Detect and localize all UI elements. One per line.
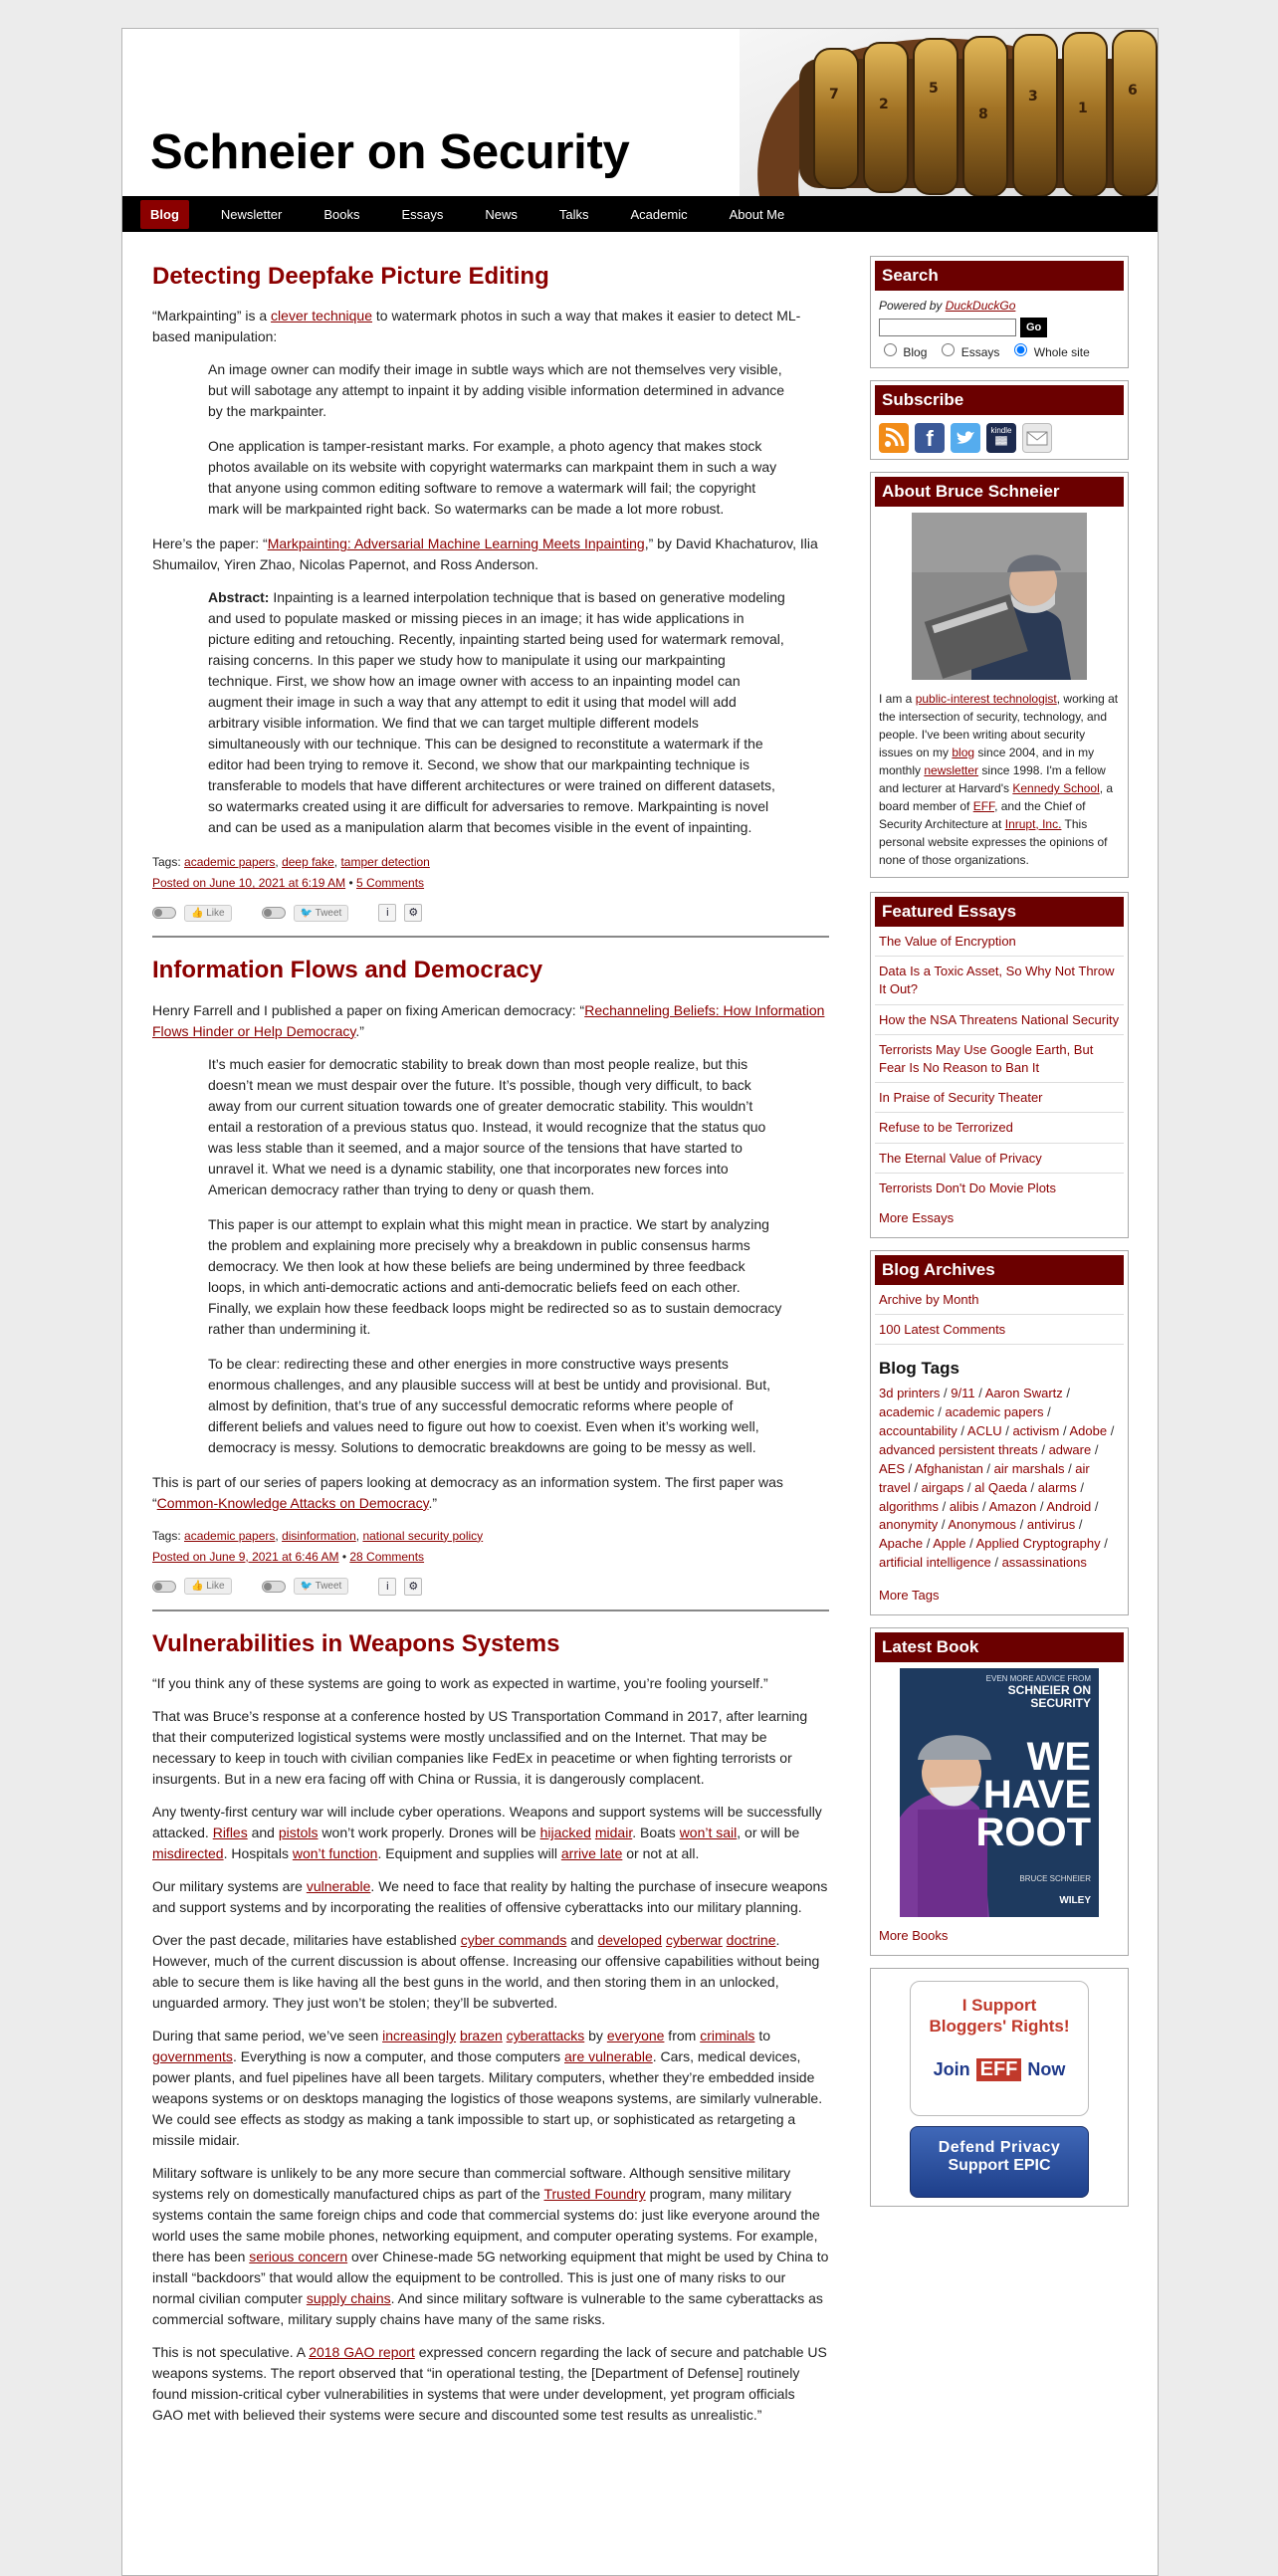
featured-essay-link[interactable]: The Eternal Value of Privacy [875,1150,1124,1174]
eff-logo: EFF [976,2058,1022,2081]
text: Here’s the paper: “ [152,536,268,552]
blog-tags-heading: Blog Tags [879,1359,959,1379]
blog-tag-link[interactable]: air travel [879,1460,1090,1495]
info-icon[interactable]: i [378,904,396,922]
inline-link[interactable]: misdirected [152,1845,224,1862]
tag-separator: / [910,1479,922,1495]
tweet-toggle[interactable] [262,907,286,919]
tag-link[interactable]: national security policy [362,1528,484,1543]
tag-separator: / [963,1479,975,1495]
blog-tag-link[interactable]: Apache [879,1536,924,1552]
blog-tag-link[interactable]: alibis [949,1498,979,1514]
sidebar [870,256,1129,2219]
tag-separator: / [1016,1517,1027,1533]
badges-box [870,1968,1129,2207]
inline-link[interactable]: arrive late [560,1845,623,1862]
text: . Everything is now a computer, and those computers [232,2048,564,2065]
like-label: Like [206,907,225,919]
blog-tag-link[interactable]: antivirus [1026,1517,1076,1533]
info-icon[interactable]: i [378,1578,396,1596]
post-meta: Posted on June 9, 2021 at 6:46 AM • 28 Comments [152,1549,425,1564]
abstract-blockquote [208,587,785,838]
inline-link[interactable]: won’t function [292,1845,378,1862]
epic-line2: Support EPIC [948,2157,1051,2175]
text: Any twenty-first century war will include cyber operations. Weapons and support systems will be successfully attacked. [152,1804,822,1841]
search-row [875,315,1124,340]
inline-link[interactable]: blog [952,746,975,759]
more-essays-link[interactable]: More Essays [879,1209,955,1225]
tweet-button[interactable]: 🐦 Tweet [294,1578,349,1595]
featured-title: Featured Essays [875,897,1124,927]
text: program, many military systems contain the same foreign chips and code that commercial systems do: just like everyone around the world uses the same mobile phones, networking equipment, and computer operating systems. For example, there has been [152,2186,820,2265]
tweet-label: Tweet [315,907,342,919]
blog-tag-link[interactable]: Amazon [988,1498,1037,1514]
blog-tag-link[interactable]: academic [879,1404,935,1420]
inline-link[interactable]: serious concern [249,2249,348,2265]
inline-link[interactable]: Trusted Foundry [543,2186,646,2203]
tag-separator: / [957,1423,967,1439]
text: , and the Chief of Security Architecture at [879,799,1086,831]
cover-tagline: EVEN MORE ADVICE FROM [985,1674,1091,1684]
blog-tag-link[interactable]: Adobe [1069,1423,1108,1439]
nav-books[interactable]: Books [323,206,360,222]
quote-paragraph: To be clear: redirecting these and other energies in more constructive ways presents enormous challenges, and any plausible success will at best be untidy and provisional. But, almost by definition, that’s true of any successful democratic reforms where people of different beliefs and values need to figure out how to coexist. Even when it’s working well, democracy is messy. Solutions to democratic breakdowns are going to be messy as well. [208,1355,770,1455]
archives-title: Blog Archives [875,1255,1124,1285]
inline-link[interactable]: hijacked [539,1825,591,1841]
twitter-icon[interactable] [951,423,980,453]
kindle-icon[interactable]: kindle ▓▓ [986,423,1016,453]
text: .” [428,1494,438,1511]
inline-link[interactable]: Kennedy School [1012,781,1100,795]
blog-tag-link[interactable]: Apple [933,1536,966,1552]
svg-text:2: 2 [879,97,889,112]
tag-separator: / [1076,1479,1084,1495]
text: expressed concern regarding the lack of secure and patchable US weapons systems. The report observed that “in operational testing, the [Department of Defense] routinely found mission-critical cyber vulnerabilities in systems that were under development, yet program officials GAO met with believed their systems were secure and discounted some test results as unrealistic.” [152,2344,827,2424]
comments-link[interactable]: 28 Comments [349,1549,425,1564]
posted-date-link[interactable]: Posted on June 10, 2021 at 6:19 AM [152,876,346,891]
author-photo [912,513,1087,680]
blog-tag-link[interactable]: academic papers [945,1404,1044,1420]
eff-badge-line1: I Support [961,1996,1037,2016]
post-title[interactable]: Detecting Deepfake Picture Editing [152,263,549,290]
tag-separator: / [982,1460,994,1476]
tag-separator: / [1107,1423,1115,1439]
blog-tag-link[interactable]: adware [1048,1441,1092,1457]
share-bar [152,1578,829,1596]
featured-essay-link[interactable]: How the NSA Threatens National Security [875,1011,1124,1035]
text: Henry Farrell and I published a paper on fixing American democracy: “ [152,1001,585,1018]
blog-tag-link[interactable]: ACLU [966,1423,1002,1439]
epic-line1: Defend Privacy [938,2139,1061,2157]
posted-date-link[interactable]: Posted on June 9, 2021 at 6:46 AM [152,1549,339,1564]
inline-link[interactable]: everyone [606,2028,665,2044]
text: or not at all. [622,1845,700,1862]
text: . However, much of the current discussion is about offense. Increasing our offensive capabilities without being able to secure them is like having all the best guns in the world, and then storing them in an unlocked, unguarded armory. They just won’t be stolen; they’ll be subverted. [152,1932,820,2012]
text: and [566,1932,598,1949]
blog-tag-link[interactable]: 9/11 [951,1386,975,1401]
text: since 1998. I'm a fellow and lecturer at Harvard's [879,763,1106,795]
inline-link[interactable]: EFF [972,799,995,813]
tag-link[interactable]: deep fake [282,855,334,870]
text: to [754,2028,771,2044]
tag-separator: / [1026,1479,1038,1495]
epic-badge[interactable] [910,2126,1089,2198]
post-paragraph [152,1876,829,1918]
text: Over the past decade, militaries have established [152,1932,461,1949]
search-box [870,256,1129,368]
like-toggle[interactable] [152,1581,176,1593]
abstract-text: Inpainting is a learned interpolation technique that is based on generative modeling and used to populate masked or missing pieces in an image; it has wide applications in picture editing and retouching. Recently, inpainting started being used for watermark removal, raising concerns. In this paper we study how to manipulate it using our markpainting technique. First, we show how an image owner with access to an inpainting model can augment their image in such a way that any attempt to edit it using that model will add arbitrary visible information. We find that we can target multiple different models simultaneously with our technique. This can be designed to reconstitute a watermark if the editor had been trying to remove it. Second, we show that our markpainting technique is transferable to models that have different architectures or were trained on different datasets, so watermarks created using it are difficult for adversaries to remove. Markpainting is novel and can be used as a manipulation alarm that becomes visible in the event of inpainting. [208,589,785,836]
svg-text:6: 6 [1128,83,1138,99]
cover-title-line: WE [1026,1735,1091,1780]
text: by [584,2028,607,2044]
tag-separator: / [1062,1386,1071,1401]
post-paragraph [152,2342,829,2426]
subscribe-title: Subscribe [875,385,1124,415]
tag-separator: / [938,1498,950,1514]
clever-technique-link[interactable]: clever technique [271,308,372,324]
abstract-label: Abstract: [208,589,270,606]
eff-join [911,2058,1088,2081]
latest-book-title: Latest Book [875,1632,1124,1662]
blog-tag-link[interactable]: Android [1046,1498,1092,1514]
latest-book-box [870,1627,1129,1956]
cover-title [975,1735,1091,1855]
cover-title-line: HAVE [982,1773,1091,1818]
blog-tag-link[interactable]: anonymity [879,1517,939,1533]
post [152,958,829,1610]
inline-link[interactable]: midair [594,1825,633,1841]
site-title[interactable]: Schneier on Security [150,125,630,179]
post-divider [152,936,829,938]
eff-badge-line2: Bloggers' Rights! [929,2016,1070,2036]
eff-now-label: Now [1027,2059,1066,2080]
post-divider [152,1610,829,1611]
blog-tag-link[interactable]: al Qaeda [974,1479,1027,1495]
scope-blog[interactable] [879,340,927,361]
text: since 2004, and in my monthly [879,746,1095,777]
quote-paragraph: It’s much easier for democratic stability to break down than most people realize, but this doesn’t mean we must despair over the future. It’s possible, though very difficult, to back away from our current situation towards one of greater democratic stability. This wouldn’t entail a restoration of a previous status quo. Instead, it would recognize that the status quo was less stable than it seemed, and a major source of the tensions that have started to unravel it. What we need is a dynamic stability, one that incorporates new forces into American democracy rather than trying to deny or quash them. [208,1055,766,1197]
archive-by-month-link[interactable]: Archive by Month [875,1291,1124,1315]
site-header [122,29,1158,196]
featured-essays-box [870,892,1129,1238]
tag-separator: / [1037,1441,1049,1457]
blog-tag-link[interactable]: Aaron Swartz [984,1386,1063,1401]
inline-link[interactable]: doctrine [726,1932,776,1949]
inline-link[interactable]: vulnerable [306,1878,371,1895]
text: This is part of our series of papers looking at democracy as an information system. The first paper was “ [152,1473,783,1511]
text: from [664,2028,701,2044]
text: . Hospitals [223,1845,293,1862]
featured-essay-link[interactable]: Refuse to be Terrorized [875,1119,1124,1143]
text: . Cars, medical devices, power plants, and fuel pipelines have all been targets. Military computers, whether they’re embedded inside weapons systems or on desktops managing the logistics of those weapons systems, are similarly vulnerable. We could see effects as stodgy as making a tank impossible to start up, or sophisticated as retargeting a missile midair. [152,2048,823,2149]
featured-essay-link[interactable]: Terrorists Don't Do Movie Plots [879,1180,1057,1195]
tag-separator: / [1075,1517,1083,1533]
text: Our military systems are [152,1878,307,1895]
blog-tag-link[interactable]: alarms [1037,1479,1077,1495]
inline-link[interactable]: cyberwar [665,1932,723,1949]
featured-essay-link[interactable]: Data Is a Toxic Asset, So Why Not Throw It Out? [875,963,1124,1004]
blog-tag-link[interactable]: Applied Cryptography [975,1536,1101,1552]
scope-whole-site[interactable] [1009,340,1089,361]
nav-academic[interactable]: Academic [630,206,688,222]
tags-label: Tags: [152,855,185,870]
nav-essays[interactable]: Essays [401,206,444,222]
tags-label: Tags: [152,1528,185,1543]
tag-separator: / [1036,1498,1047,1514]
quote-paragraph: One application is tamper-resistant marks. For example, a photo agency that makes stock photos available on its website with copyright watermarks can markpaint them in such a way that anyone using common editing software to remove a watermark will fail; the copyright mark will be markpainted right back. So watermarks can be made a lot more robust. [208,438,777,518]
inline-link[interactable]: criminals [700,2028,755,2044]
page-container [121,28,1159,2576]
blog-tag-link[interactable]: Anonymous [948,1517,1017,1533]
text: , a board member of [879,781,1114,813]
tag-link[interactable]: tamper detection [340,855,430,870]
text: This is not speculative. A [152,2344,310,2361]
svg-text:1: 1 [1078,101,1088,116]
inline-link[interactable]: won’t sail [679,1825,738,1841]
scope-essays[interactable] [937,340,999,361]
eff-join-label: Join [933,2059,970,2080]
text: to watermark photos in such a way that makes it easier to detect ML-based manipulation: [152,308,801,345]
post-paragraph [152,2163,829,2330]
tag-separator: / [940,1386,952,1401]
tag-cloud [875,1385,1124,1572]
tag-separator: / [934,1404,946,1420]
tweet-toggle[interactable] [262,1581,286,1593]
inline-link[interactable]: public-interest technologist [915,692,1057,706]
tag-separator: / [1043,1404,1051,1420]
cover-title-line: ROOT [975,1811,1091,1855]
tag-link[interactable]: academic papers [184,1528,276,1543]
inline-link[interactable]: developed [597,1932,663,1949]
quote-paragraph: An image owner can modify their image in subtle ways which are not themselves very visible, but will sabotage any attempt to inpaint it by adding visible information determined in advance by the markpainter. [208,361,785,420]
quote-paragraph: This paper is our attempt to explain what this might mean in practice. We start by analyzing the problem and explaining more precisely why a breakdown in public consensus harms democracy. We then look at how these beliefs are being undermined by three feedback loops, in which anti-democratic actions and anti-democratic beliefs feed on each other. Finally, we explain how these feedback loops might be redirected so as to sustain democracy rather than undermining it. [208,1215,782,1337]
rss-icon[interactable] [879,423,909,453]
inline-link[interactable]: increasingly [382,2028,457,2044]
post-paragraph [152,2026,829,2151]
blog-tag-link[interactable]: Afghanistan [915,1460,983,1476]
blog-tag-link[interactable]: artificial intelligence [879,1555,991,1571]
subscribe-icons [875,421,1124,455]
text: . Equipment and supplies will [377,1845,561,1862]
nav-about-me[interactable]: About Me [729,206,785,222]
blog-tag-link[interactable]: 3d printers [879,1386,941,1401]
inline-link[interactable]: cyber commands [460,1932,567,1949]
tag-separator: / [1091,1441,1099,1457]
tag-separator: / [974,1386,985,1401]
text: ,” by David Khachaturov, Ilia Shumailov, Yiren Zhao, Nicolas Papernot, and Ross Anderson. [152,536,818,573]
about-title: About Bruce Schneier [875,477,1124,507]
post-meta: Posted on June 10, 2021 at 6:19 AM • 5 Comments [152,876,425,891]
main-content [152,264,829,2438]
like-toggle[interactable] [152,907,176,919]
text: and [247,1825,279,1841]
gear-icon[interactable]: ⚙ [404,1578,422,1596]
subscribe-box [870,380,1129,460]
tag-separator: / [938,1517,949,1533]
tag-separator: / [990,1555,1002,1571]
latest-comments-link[interactable]: 100 Latest Comments [875,1321,1124,1345]
tag-separator: / [905,1460,916,1476]
post-paragraph: “If you think any of these systems are going to work as expected in wartime, you’re fooling yourself.” [152,1675,768,1692]
powered-by-label: Powered by [879,299,946,313]
post-title[interactable]: Vulnerabilities in Weapons Systems [152,1629,560,1657]
text: , working at the intersection of security, technology, and people. I've been writing about security issues on my [879,692,1119,759]
text: . And since military software is vulnerable to the same cyberattacks as commercial software, military supply chains have many of the same risks. [152,2290,823,2328]
post [152,264,829,938]
book-cover[interactable] [900,1668,1099,1917]
eff-badge[interactable] [910,1981,1089,2116]
inline-link[interactable]: newsletter [924,763,979,777]
comments-link[interactable]: 5 Comments [356,876,425,891]
post-title[interactable]: Information Flows and Democracy [152,957,543,984]
text: over Chinese-made 5G networking equipment that might be used by China to install “backdoors” that would allow the equipment to be controlled. This is just one of many risks to our normal civilian computer [152,2249,829,2307]
tweet-button[interactable]: 🐦 Tweet [294,905,349,922]
powered-by [875,297,1124,315]
blog-archives-box [870,1250,1129,1615]
nav-news[interactable]: News [485,206,518,222]
blog-tag-link[interactable]: airgaps [921,1479,964,1495]
search-title: Search [875,261,1124,291]
text: . We need to face that reality by halting the purchase of insecure weapons and support systems and by incorporating the realities of offensive cyberattacks into our military planning. [152,1878,828,1916]
tag-link[interactable]: academic papers [184,855,276,870]
cover-publisher: WILEY [1059,1895,1091,1907]
tag-link[interactable]: disinformation [282,1528,356,1543]
about-bio [875,690,1124,873]
post-paragraph [152,306,829,347]
post-paragraph: That was Bruce’s response at a conference hosted by US Transportation Command in 2017, after learning that their computerized logistical systems were mostly unclassified and on the Internet. That may be necessary to keep in touch with civilian companies like FedEx in peacetime or when fighting terrorists or insurgents. But in a new era facing off with China or Russia, it is dangerously complacent. [152,1708,808,1788]
inline-link[interactable]: brazen [459,2028,503,2044]
kindle-label: kindle [990,426,1012,435]
text: .” [355,1022,364,1039]
tag-separator: / [965,1536,976,1552]
inline-link[interactable]: supply chains [306,2290,391,2307]
blog-tag-link[interactable]: algorithms [879,1498,939,1514]
about-box [870,472,1129,878]
like-button[interactable]: 👍 Like [184,1578,232,1595]
like-button[interactable]: 👍 Like [184,905,232,922]
blog-tag-link[interactable]: activism [1012,1423,1060,1439]
paper-link[interactable]: Common-Knowledge Attacks on Democracy [156,1494,429,1511]
text: “Markpainting” is a [152,308,272,324]
inline-link[interactable]: Rifles [212,1825,248,1841]
duckduckgo-link[interactable]: DuckDuckGo [945,299,1016,313]
more-books-link[interactable]: More Books [879,1928,949,1944]
more-tags-link[interactable]: More Tags [879,1587,940,1603]
gear-icon[interactable]: ⚙ [404,904,422,922]
nav-newsletter[interactable]: Newsletter [220,206,283,222]
post-paragraph [152,1930,829,2014]
blog-tag-link[interactable]: assassinations [1001,1555,1087,1571]
post-paragraph [152,1000,829,1042]
email-icon[interactable] [1022,423,1052,453]
combination-lock-image [740,29,1158,196]
scope-essays-radio[interactable] [942,343,955,356]
scope-essays-label: Essays [960,345,1000,359]
tag-separator: / [1091,1498,1099,1514]
svg-text:5: 5 [929,81,939,97]
text: I am a [879,692,916,706]
blog-tag-link[interactable]: air marshals [993,1460,1065,1476]
post-tags: Tags: academic papers, disinformation, national security policy [152,1528,484,1543]
tag-separator: / [1064,1460,1076,1476]
text: , or will be [737,1825,800,1841]
inline-link[interactable]: Inrupt, Inc. [1004,817,1062,831]
post-tags: Tags: academic papers, deep fake, tamper detection [152,855,430,870]
inline-link[interactable]: governments [152,2048,233,2065]
text: won’t work properly. Drones will be [318,1825,540,1841]
tag-separator: / [1001,1423,1013,1439]
nav-blog[interactable]: Blog [140,200,189,229]
abstract [208,587,785,838]
blog-tag-link[interactable]: AES [879,1460,906,1476]
svg-text:7: 7 [829,87,839,103]
scope-blog-radio[interactable] [884,343,897,356]
scope-whole-site-radio[interactable] [1014,343,1027,356]
scope-blog-label: Blog [903,345,928,359]
scope-whole-site-label: Whole site [1033,345,1090,359]
main-nav [122,196,1159,232]
featured-essay-link[interactable]: Terrorists May Use Google Earth, But Fear Is No Reason to Ban It [875,1041,1124,1083]
inline-link[interactable]: cyberattacks [506,2028,585,2044]
text: Military software is unlikely to be any more secure than commercial software. Although sensitive military systems rely on domestically manufactured chips as part of the [152,2165,791,2203]
tweet-label: Tweet [315,1581,342,1593]
facebook-icon[interactable]: f [915,423,945,453]
tag-separator: / [1059,1423,1070,1439]
inline-link[interactable]: pistols [278,1825,319,1841]
text: This personal website expresses the opinions of none of those organizations. [879,817,1108,867]
search-scope [875,340,1124,361]
svg-text:3: 3 [1028,89,1038,105]
tag-separator: / [923,1536,934,1552]
inline-link[interactable]: 2018 GAO report [309,2344,415,2361]
text: . Boats [632,1825,680,1841]
blog-tag-link[interactable]: advanced persistent threats [879,1441,1038,1457]
blockquote [208,1054,785,1458]
post [152,1631,829,2426]
blockquote [208,359,785,520]
share-bar [152,904,829,922]
cover-author: BRUCE SCHNEIER [1019,1874,1091,1884]
cover-series: SCHNEIER ON SECURITY [1007,1683,1091,1711]
inline-link[interactable]: are vulnerable [564,2048,653,2065]
post-paragraph [152,1472,829,1514]
svg-text:8: 8 [978,107,988,122]
featured-essay-link[interactable]: The Value of Encryption [875,933,1124,957]
tag-separator: / [978,1498,989,1514]
blog-tag-link[interactable]: accountability [879,1423,958,1439]
nav-talks[interactable]: Talks [558,206,589,222]
paper-link[interactable]: Rechanneling Beliefs: How Information Flows Hinder or Help Democracy [152,1001,825,1039]
like-label: Like [206,1581,225,1593]
paper-link[interactable]: Markpainting: Adversarial Machine Learning Meets Inpainting [267,536,645,552]
text: During that same period, we’ve seen [152,2028,383,2044]
post-paragraph [152,1802,829,1864]
featured-essay-link[interactable]: In Praise of Security Theater [875,1089,1124,1113]
go-button[interactable]: Go [1020,318,1047,337]
tag-separator: / [1100,1536,1108,1552]
post-paragraph [152,534,829,575]
search-input[interactable] [879,319,1016,336]
